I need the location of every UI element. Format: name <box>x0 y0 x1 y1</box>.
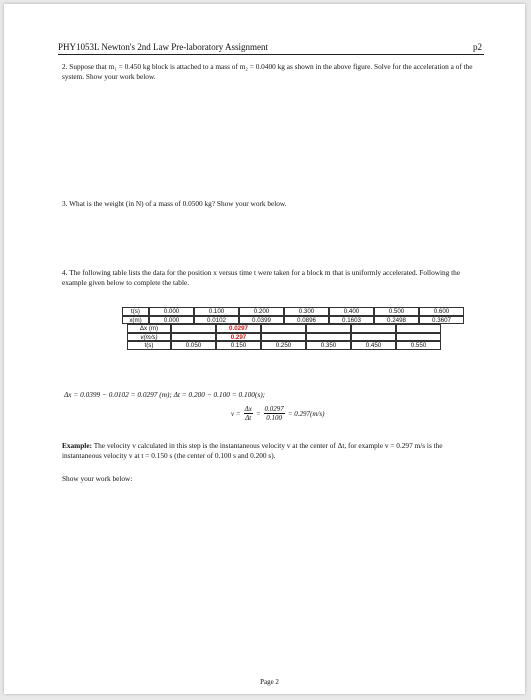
table-cell <box>171 324 216 333</box>
equation-v-lhs: v = <box>231 409 241 418</box>
example-label: Example: <box>62 441 92 450</box>
table-cell: 0.0896 <box>284 316 329 325</box>
table-cell: 0.100 <box>194 307 239 316</box>
fraction-denominator-value: 0.100 <box>266 414 283 422</box>
table-cell <box>306 324 351 333</box>
table-cell <box>396 333 441 342</box>
table-cell: 0.250 <box>261 341 306 350</box>
equation-deltas: Δx = 0.0399 − 0.0102 = 0.0297 (m); Δt = 0.200 − 0.100 = 0.100(s); <box>64 390 266 399</box>
page-label: p2 <box>473 42 482 52</box>
example-paragraph <box>62 441 484 461</box>
page-header <box>58 42 482 52</box>
table-header-tc: t(s) <box>127 341 171 350</box>
question-2: 2. Suppose that m₁ = 0.450 kg block is attached to a mass of m₂ = 0.0400 kg as shown in the above figure. Solve for the acceleration a of the system. Show your work below. <box>62 62 473 81</box>
table-cell: 0.350 <box>306 341 351 350</box>
table-header-t: t(s) <box>122 307 149 316</box>
table-cell <box>396 324 441 333</box>
document-page <box>4 4 525 694</box>
equation-result: = 0.297(m/s) <box>287 409 325 418</box>
table-cell: 0.0102 <box>194 316 239 325</box>
table-cell: 0.3607 <box>419 316 464 325</box>
table-cell: 0.000 <box>149 316 194 325</box>
fraction-values <box>264 405 285 422</box>
table-header-v: v(m/s) <box>127 333 171 342</box>
table-cell: 0.0399 <box>239 316 284 325</box>
table-cell: 0.200 <box>239 307 284 316</box>
fraction-numerator-value: 0.0297 <box>264 405 284 413</box>
table-header-x: x(m) <box>122 316 149 325</box>
example-text: The velocity v calculated in this step is the instantaneous velocity v at the center of Δt, for example v = 0.297 m/s is the instantaneous velocity v at t = 0.150 s (the center of 0.100 s and 0.200 s). <box>62 441 443 460</box>
fraction-dx-dt <box>244 405 253 422</box>
table-cell: 0.1603 <box>329 316 374 325</box>
table-cell <box>261 333 306 342</box>
table-cell: 0.400 <box>329 307 374 316</box>
table-cell-highlight: 0.297 <box>216 333 261 342</box>
table-cell <box>171 333 216 342</box>
equation-velocity <box>231 405 324 422</box>
table-cell: 0.2498 <box>374 316 419 325</box>
table-cell: 0.000 <box>149 307 194 316</box>
table-cell-highlight: 0.0297 <box>216 324 261 333</box>
header-rule <box>58 54 484 55</box>
show-work-prompt: Show your work below: <box>62 474 133 483</box>
table-cell <box>306 333 351 342</box>
table-cell: 0.500 <box>374 307 419 316</box>
equation-equals: = <box>255 409 261 418</box>
fraction-numerator: Δx <box>244 405 252 413</box>
table-cell: 0.600 <box>419 307 464 316</box>
table-cell <box>261 324 306 333</box>
question-3: 3. What is the weight (in N) of a mass of 0.0500 kg? Show your work below. <box>62 199 287 208</box>
table-cell: 0.050 <box>171 341 216 350</box>
table-cell <box>351 324 396 333</box>
assignment-title: PHY1053L Newton's 2nd Law Pre-laboratory Assignment <box>58 42 269 52</box>
table-cell: 0.150 <box>216 341 261 350</box>
table-header-dx: Δx (m) <box>127 324 171 333</box>
question-4: 4. The following table lists the data for the position x versus time t were taken for a block m that is uniformly accelerated. Following the example given below to complete the table. <box>62 268 461 287</box>
fraction-denominator: Δt <box>245 414 252 422</box>
page-footer: Page 2 <box>260 678 279 686</box>
table-cell: 0.450 <box>351 341 396 350</box>
table-cell <box>351 333 396 342</box>
table-cell: 0.300 <box>284 307 329 316</box>
table-cell: 0.550 <box>396 341 441 350</box>
